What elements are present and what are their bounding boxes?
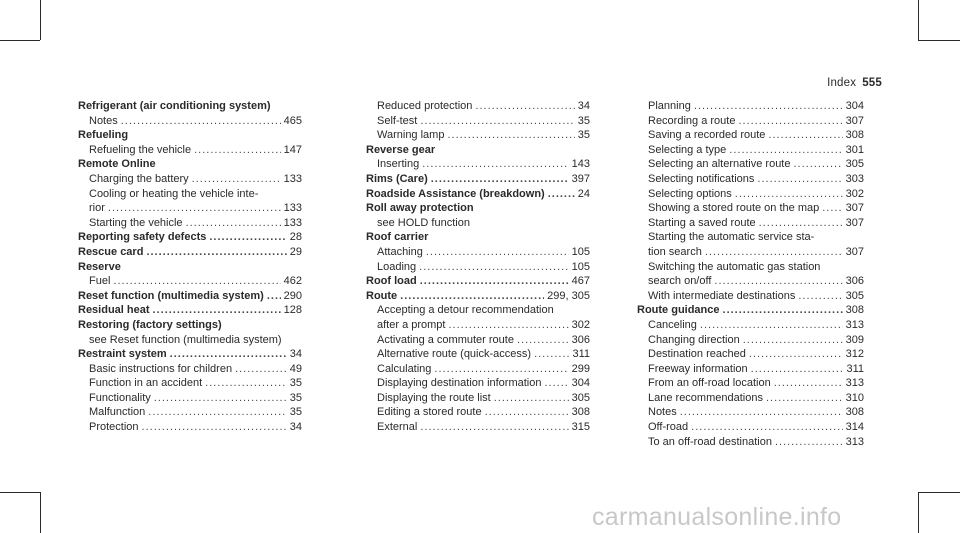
- page-reference[interactable]: 301: [845, 143, 864, 156]
- entry-text: External: [377, 421, 418, 434]
- page-reference[interactable]: 310: [845, 391, 864, 404]
- leader-dots: [205, 376, 287, 391]
- entry-text: Recording a route: [648, 114, 736, 127]
- leader-dots: [775, 435, 843, 450]
- entry-text: Reserve: [78, 260, 121, 273]
- page-reference[interactable]: 24: [577, 187, 590, 200]
- leader-dots: [475, 99, 574, 114]
- leader-dots: [757, 172, 842, 187]
- page-reference[interactable]: 308: [845, 304, 864, 317]
- page-reference[interactable]: 299: [571, 362, 590, 375]
- entry-text: Rims (Care): [366, 172, 428, 185]
- leader-dots: [170, 347, 287, 362]
- entry-text: Selecting a type: [648, 143, 727, 156]
- entry-text: Selecting options: [648, 187, 732, 200]
- entry-text: Refueling: [78, 129, 129, 142]
- page-reference[interactable]: 304: [571, 377, 590, 390]
- page-reference[interactable]: 303: [845, 172, 864, 185]
- leader-dots: [494, 391, 569, 406]
- leader-dots: [186, 216, 281, 231]
- index-subentry: [366, 420, 590, 435]
- page-reference[interactable]: 308: [845, 406, 864, 419]
- crop-mark-bottom-left-h: [0, 492, 40, 493]
- entry-text: Roof load: [366, 275, 417, 288]
- entry-text: Lane recommendations: [648, 391, 763, 404]
- index-heading: [78, 99, 302, 114]
- page-reference[interactable]: 35: [577, 129, 590, 142]
- index-subentry: [637, 347, 864, 362]
- page-reference[interactable]: 34: [289, 348, 302, 361]
- entry-text: Warning lamp: [377, 129, 445, 142]
- entry-text: Notes: [89, 114, 118, 127]
- entry-text: Selecting an alternative route: [648, 158, 791, 171]
- entry-text: Accepting a detour recommendation: [377, 304, 554, 317]
- index-subentry: [637, 391, 864, 406]
- entry-text: Protection: [89, 421, 139, 434]
- leader-dots: [434, 362, 568, 377]
- entry-text: see Reset function (multimedia system): [89, 333, 282, 346]
- index-subentry: [637, 172, 864, 187]
- index-heading: [78, 303, 302, 318]
- page-reference[interactable]: 128: [283, 304, 302, 317]
- leader-dots: [751, 362, 844, 377]
- leader-dots: [691, 420, 842, 435]
- entry-text: With intermediate destinations: [648, 289, 796, 302]
- index-heading: [366, 230, 590, 245]
- index-subentry: [366, 114, 590, 129]
- entry-text: Planning: [648, 100, 691, 112]
- leader-dots: [548, 187, 575, 202]
- entry-text: Restoring (factory settings): [78, 318, 222, 331]
- leader-dots: [209, 230, 286, 245]
- page-reference[interactable]: 34: [577, 100, 590, 112]
- entry-text: Destination reached: [648, 348, 746, 361]
- page-reference[interactable]: 34: [289, 421, 302, 434]
- index-subentry: [637, 362, 864, 377]
- leader-dots: [419, 260, 568, 275]
- index-subentry: [637, 143, 864, 158]
- entry-text: Starting the vehicle: [89, 216, 183, 229]
- index-subentry: [366, 318, 590, 333]
- page-number: 555: [862, 77, 882, 89]
- entry-text: Starting the automatic service sta-: [648, 231, 815, 244]
- leader-dots: [714, 274, 842, 289]
- leader-dots: [148, 405, 286, 420]
- leader-dots: [680, 405, 843, 420]
- index-subentry: [78, 405, 302, 420]
- leader-dots: [154, 391, 287, 406]
- leader-dots: [267, 289, 281, 304]
- page-reference[interactable]: 308: [571, 406, 590, 419]
- leader-dots: [192, 172, 281, 187]
- leader-dots: [798, 289, 842, 304]
- leader-dots: [448, 318, 568, 333]
- page-reference[interactable]: 312: [845, 348, 864, 361]
- index-subentry: [78, 216, 302, 231]
- entry-text: Reporting safety defects: [78, 231, 207, 244]
- index-heading: [366, 187, 590, 202]
- index-heading: [78, 230, 302, 245]
- index-subentry: [78, 274, 302, 289]
- index-heading: [78, 260, 302, 275]
- leader-dots: [735, 187, 843, 202]
- page-reference[interactable]: 302: [845, 187, 864, 200]
- page-reference[interactable]: 35: [289, 391, 302, 404]
- index-subentry: [637, 318, 864, 333]
- index-subentry: [78, 420, 302, 435]
- index-subentry: [637, 216, 864, 231]
- page-reference[interactable]: 143: [571, 158, 590, 171]
- entry-text: Functionality: [89, 391, 151, 404]
- crop-mark-top-left-v: [40, 0, 41, 40]
- index-heading: [78, 318, 302, 333]
- entry-text: tion search: [648, 245, 702, 258]
- watermark: carmanualsonline.info: [592, 503, 842, 531]
- leader-dots: [822, 201, 842, 216]
- entry-text: Fuel: [89, 275, 111, 288]
- leader-dots: [729, 143, 842, 158]
- entry-text: Charging the battery: [89, 172, 189, 185]
- index-subentry: [637, 128, 864, 143]
- index-subentry: [637, 245, 864, 260]
- index-heading: [366, 172, 590, 187]
- leader-dots: [113, 274, 280, 289]
- leader-dots: [447, 128, 574, 143]
- page-reference[interactable]: 29: [289, 245, 302, 258]
- page-reference[interactable]: 313: [845, 377, 864, 390]
- leader-dots: [485, 405, 569, 420]
- leader-dots: [420, 114, 574, 129]
- index-heading: [78, 347, 302, 362]
- entry-text: Displaying the route list: [377, 391, 491, 404]
- page-reference[interactable]: 397: [571, 172, 590, 185]
- leader-dots: [768, 128, 842, 143]
- entry-text: Loading: [377, 260, 417, 273]
- page-reference[interactable]: 133: [283, 216, 302, 229]
- crop-mark-bottom-right-h: [918, 492, 960, 493]
- entry-text: Reset function (multimedia system): [78, 289, 264, 302]
- page-header: [827, 77, 882, 89]
- page-reference[interactable]: 314: [845, 421, 864, 434]
- entry-text: Remote Online: [78, 158, 156, 171]
- page-reference[interactable]: 309: [845, 333, 864, 346]
- index-heading: [366, 274, 590, 289]
- index-subentry: [78, 376, 302, 391]
- index-heading: [78, 245, 302, 260]
- index-heading: [366, 143, 590, 158]
- leader-dots: [426, 245, 569, 260]
- page-reference[interactable]: 462: [283, 275, 302, 288]
- entry-text: Calculating: [377, 362, 432, 375]
- leader-dots: [235, 362, 287, 377]
- page-reference[interactable]: 315: [571, 421, 590, 434]
- page-reference[interactable]: 465: [283, 114, 302, 127]
- index-subentry: [366, 362, 590, 377]
- page-reference[interactable]: 305: [845, 158, 864, 171]
- page-reference[interactable]: 307: [845, 245, 864, 258]
- index-subentry: [366, 99, 590, 114]
- entry-text: Editing a stored route: [377, 406, 482, 419]
- entry-text: Route: [366, 289, 398, 302]
- entry-text: Residual heat: [78, 304, 150, 317]
- index-heading: [78, 157, 302, 172]
- index-subentry: [78, 333, 302, 348]
- page-reference[interactable]: 299, 305: [547, 289, 590, 302]
- page-reference[interactable]: 35: [289, 377, 302, 390]
- index-subentry: [637, 260, 864, 275]
- page-reference[interactable]: 35: [289, 406, 302, 419]
- index-subentry: [366, 260, 590, 275]
- index-subentry: [637, 230, 864, 245]
- page-reference[interactable]: 313: [845, 318, 864, 331]
- header-title: Index: [827, 77, 857, 89]
- leader-dots: [774, 376, 843, 391]
- leader-dots: [743, 333, 843, 348]
- entry-text: Inserting: [377, 158, 420, 171]
- page-reference[interactable]: 307: [845, 216, 864, 229]
- crop-mark-top-right-h: [918, 40, 960, 41]
- entry-text: rior: [89, 202, 105, 215]
- page-reference[interactable]: 308: [845, 129, 864, 142]
- entry-text: Switching the automatic gas station: [648, 260, 821, 273]
- entry-text: Showing a stored route on the map: [648, 202, 820, 215]
- entry-text: Restraint system: [78, 348, 167, 361]
- entry-text: Saving a recorded route: [648, 129, 766, 142]
- index-subentry: [366, 303, 590, 318]
- page-reference[interactable]: 147: [283, 143, 302, 156]
- entry-text: Freeway information: [648, 362, 748, 375]
- index-subentry: [366, 333, 590, 348]
- index-subentry: [366, 128, 590, 143]
- leader-dots: [422, 157, 568, 172]
- entry-text: Roll away protection: [366, 202, 474, 215]
- entry-text: Displaying destination information: [377, 377, 542, 390]
- leader-dots: [694, 99, 843, 114]
- leader-dots: [723, 303, 843, 318]
- page-reference[interactable]: 290: [283, 289, 302, 302]
- index-subentry: [78, 143, 302, 158]
- crop-mark-top-left-h: [0, 40, 40, 41]
- index-subentry: [78, 362, 302, 377]
- index-subentry: [366, 376, 590, 391]
- entry-text: Route guidance: [637, 304, 720, 317]
- entry-text: Reverse gear: [366, 143, 436, 156]
- leader-dots: [700, 318, 843, 333]
- index-column-1: [78, 99, 302, 435]
- leader-dots: [749, 347, 843, 362]
- page-reference[interactable]: 306: [571, 333, 590, 346]
- entry-text: Function in an accident: [89, 377, 203, 390]
- page-reference[interactable]: 467: [571, 275, 590, 288]
- index-subentry: [366, 245, 590, 260]
- index-subentry: [366, 157, 590, 172]
- index-subentry: [78, 114, 302, 129]
- page-reference[interactable]: 133: [283, 172, 302, 185]
- page-reference[interactable]: 307: [845, 202, 864, 215]
- index-heading: [637, 303, 864, 318]
- leader-dots: [759, 216, 843, 231]
- index-subentry: [78, 172, 302, 187]
- page-reference[interactable]: 311: [572, 348, 590, 361]
- index-heading: [78, 128, 302, 143]
- leader-dots: [705, 245, 843, 260]
- page-reference[interactable]: 302: [571, 318, 590, 331]
- entry-text: Attaching: [377, 245, 423, 258]
- index-subentry: [637, 435, 864, 450]
- index-heading: [366, 201, 590, 216]
- crop-mark-bottom-left-v: [40, 492, 41, 533]
- entry-text: see HOLD function: [377, 216, 470, 229]
- leader-dots: [544, 376, 568, 391]
- entry-text: Off-road: [648, 421, 689, 434]
- leader-dots: [400, 289, 544, 304]
- page-reference[interactable]: 305: [845, 289, 864, 302]
- page-reference[interactable]: 305: [571, 391, 590, 404]
- entry-text: Reduced protection: [377, 100, 473, 112]
- leader-dots: [738, 114, 842, 129]
- leader-dots: [766, 391, 843, 406]
- entry-text: Selecting notifications: [648, 172, 755, 185]
- leader-dots: [420, 274, 569, 289]
- leader-dots: [121, 114, 281, 129]
- entry-text: search on/off: [648, 275, 712, 288]
- index-subentry: [637, 201, 864, 216]
- index-subentry: [637, 99, 864, 114]
- page-reference[interactable]: 307: [845, 114, 864, 127]
- entry-text: Alternative route (quick-access): [377, 348, 532, 361]
- leader-dots: [431, 172, 569, 187]
- index-subentry: [78, 391, 302, 406]
- leader-dots: [142, 420, 287, 435]
- entry-text: Starting a saved route: [648, 216, 756, 229]
- index-subentry: [637, 114, 864, 129]
- index-heading: [366, 289, 590, 304]
- page-reference[interactable]: 313: [845, 435, 864, 448]
- entry-text: Self-test: [377, 114, 418, 127]
- entry-text: Refueling the vehicle: [89, 143, 192, 156]
- index-subentry: [637, 376, 864, 391]
- entry-text: Canceling: [648, 318, 697, 331]
- entry-text: after a prompt: [377, 318, 446, 331]
- page-reference[interactable]: 105: [571, 245, 590, 258]
- index-subentry: [78, 187, 302, 202]
- index-subentry: [366, 391, 590, 406]
- entry-text: To an off-road destination: [648, 435, 772, 448]
- index-column-2: [366, 99, 590, 435]
- index-subentry: [637, 333, 864, 348]
- leader-dots: [153, 303, 281, 318]
- index-subentry: [366, 216, 590, 231]
- index-subentry: [637, 157, 864, 172]
- entry-text: Rescue card: [78, 245, 144, 258]
- index-heading: [78, 289, 302, 304]
- page-reference[interactable]: 311: [846, 362, 864, 375]
- index-subentry: [637, 405, 864, 420]
- page-reference[interactable]: 306: [845, 275, 864, 288]
- index-subentry: [78, 201, 302, 216]
- leader-dots: [108, 201, 281, 216]
- leader-dots: [793, 157, 842, 172]
- entry-text: Cooling or heating the vehicle inte-: [89, 187, 259, 200]
- index-subentry: [637, 187, 864, 202]
- entry-text: Roof carrier: [366, 231, 429, 244]
- leader-dots: [194, 143, 281, 158]
- index-subentry: [366, 405, 590, 420]
- leader-dots: [146, 245, 286, 260]
- leader-dots: [420, 420, 568, 435]
- entry-text: Activating a commuter route: [377, 333, 514, 346]
- page-reference[interactable]: 49: [289, 362, 302, 375]
- entry-text: Malfunction: [89, 406, 146, 419]
- entry-text: Basic instructions for children: [89, 362, 233, 375]
- leader-dots: [517, 333, 569, 348]
- leader-dots: [534, 347, 569, 362]
- index-subentry: [637, 274, 864, 289]
- page-reference[interactable]: 304: [845, 100, 864, 112]
- crop-mark-bottom-right-v: [918, 492, 919, 533]
- index-subentry: [637, 420, 864, 435]
- entry-text: Roadside Assistance (breakdown): [366, 187, 545, 200]
- index-column-3: [637, 99, 864, 449]
- page-reference[interactable]: 133: [283, 202, 302, 215]
- index-subentry: [366, 347, 590, 362]
- entry-text: Changing direction: [648, 333, 740, 346]
- entry-text: Notes: [648, 406, 677, 419]
- index-subentry: [637, 289, 864, 304]
- entry-text: Refrigerant (air conditioning system): [78, 100, 271, 112]
- page-reference[interactable]: 35: [577, 114, 590, 127]
- page-reference[interactable]: 105: [571, 260, 590, 273]
- page-reference[interactable]: 28: [289, 231, 302, 244]
- entry-text: From an off-road location: [648, 377, 771, 390]
- crop-mark-top-right-v: [918, 0, 919, 40]
